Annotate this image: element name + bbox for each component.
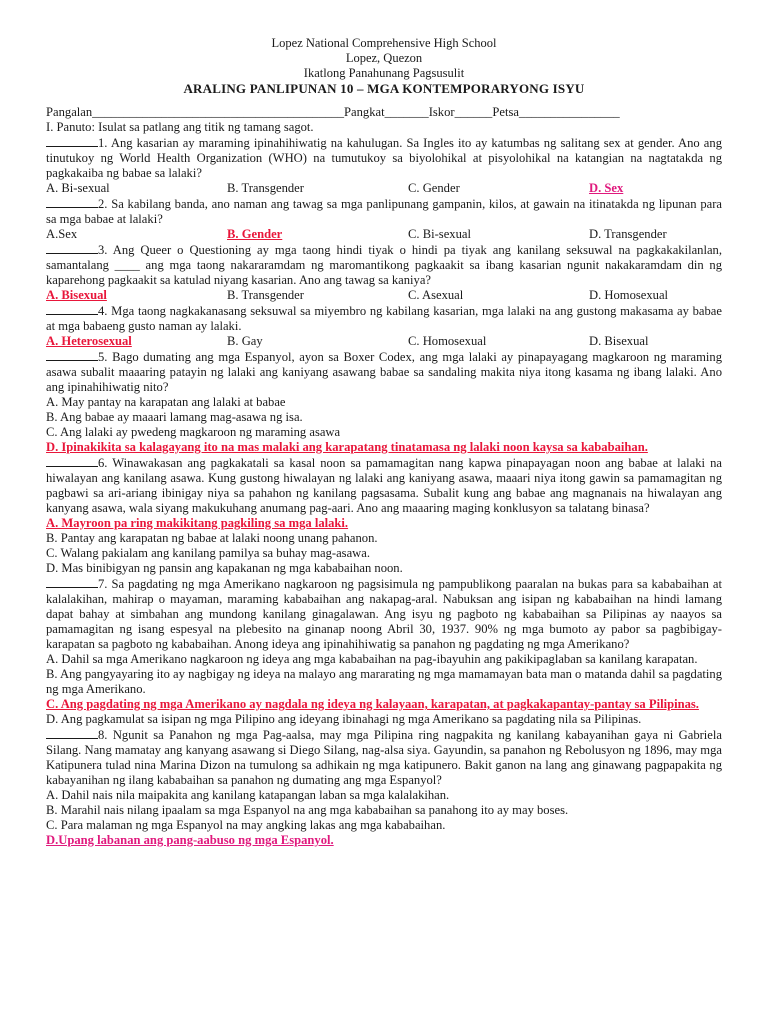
student-info-line: Pangalan________________________________________Pangkat_______Iskor______Petsa________________ [46, 105, 620, 119]
choice-a-answer: A. Heterosexual [46, 334, 132, 348]
question-5 [46, 349, 722, 395]
choice-b: B. Ang pangyayaring ito ay nagbigay ng ideya na malayo ang mararating ng mga mamamayan bata man o matanda dahil sa pagdating ng mga Amerikano. [46, 667, 722, 696]
question-stem: 7. Sa pagdating ng mga Amerikano nagkaroon ng pagsisimula ng pampublikong paaralan na bukas para sa kababaihan at kalalakihan, mahirap o mayaman, maraming kababaihan ang nakapag-aral. Nabuksan ang isipan ng kababaihan na hindi lamang dapat bahay at simbahan ang mundong kanilang ginagalawan. Ang isyu ng pagboto ng kababaihan sa Pilipinas ay naayos sa pamamagitan ng isang espesyal na plebesito na ginanap noong Abril 30, 1937. 90% ng mga bumoto ay pabor sa pagbibigay-karapatan sa pagboto ng kababaihan. Anong ideya ang ipinahihiwatig sa panahon ng pagdating ng mga Amerikano? [46, 577, 722, 651]
choice-a: A.Sex [46, 227, 78, 241]
answer-blank [46, 196, 98, 208]
choice-c: C. Bi-sexual [408, 227, 471, 241]
choice-a: A. Bi-sexual [46, 181, 110, 195]
answer-blank [46, 455, 98, 467]
subject-title: ARALING PANLIPUNAN 10 – MGA KONTEMPORARYONG ISYU [183, 81, 585, 96]
choice-b: B. Transgender [227, 288, 304, 302]
choice-a: A. Dahil nais nila maipakita ang kanilang katapangan laban sa mga kalalakihan. [46, 788, 450, 802]
choice-d: D. Transgender [589, 227, 667, 241]
question-stem: 2. Sa kabilang banda, ano naman ang tawag sa mga panlipunang gampanin, kilos, at gawain na itinatakda ng lipunan para sa mga babae at lalaki? [46, 197, 722, 226]
choice-a: A. May pantay na karapatan ang lalaki at babae [46, 395, 286, 409]
question-7 [46, 576, 722, 652]
choice-d-answer: D. Ipinakikita sa kalagayang ito na mas malaki ang karapatang tinatamasa ng lalaki noon kaysa sa kababaihan. [46, 440, 648, 454]
question-6 [46, 455, 722, 516]
answer-blank [46, 303, 98, 315]
choice-b: B. Ang babae ay maaari lamang mag-asawa ng isa. [46, 410, 303, 424]
choice-c: C. Gender [408, 181, 460, 195]
choice-d: D. Mas binibigyan ng pansin ang kapakanan ng mga kababaihan noon. [46, 561, 403, 575]
choice-c: C. Asexual [408, 288, 464, 302]
choice-b: B. Marahil nais nilang ipaalam sa mga Espanyol na ang mga kababaihan sa panahong ito ay may boses. [46, 803, 569, 817]
choice-b-answer: B. Gender [227, 227, 283, 241]
choice-c: C. Ang lalaki ay pwedeng magkaroon ng maraming asawa [46, 425, 341, 439]
question-2-choices [46, 227, 722, 242]
choice-d: D. Bisexual [589, 334, 649, 348]
question-1-choices [46, 181, 722, 196]
choice-c-answer: C. Ang pagdating ng mga Amerikano ay nagdala ng ideya ng kalayaan, karapatan, at pagkakapantay-pantay sa Pilipinas. [46, 697, 699, 711]
choice-a: A. Dahil sa mga Amerikano nagkaroon ng ideya ang mga kababaihan na pag-ibayuhin ang pakikipaglaban sa kanilang karapatan. [46, 652, 698, 666]
instructions: I. Panuto: Isulat sa patlang ang titik ng tamang sagot. [46, 120, 314, 134]
choice-d-answer: D.Upang labanan ang pang-aabuso ng mga Espanyol. [46, 833, 334, 847]
question-stem: 5. Bago dumating ang mga Espanyol, ayon sa Boxer Codex, ang mga lalaki ay pinapayagang magkaroon ng maraming asawa subalit maaaring patayin ng lalaki ang kaniyang asawang babae sa sandaling makita niya itong kasama ng ibang lalaki. Ano ang ipinahihiwatig nito? [46, 350, 722, 394]
question-8 [46, 727, 722, 788]
question-2 [46, 196, 722, 227]
choice-c: C. Homosexual [408, 334, 487, 348]
answer-blank [46, 135, 98, 147]
choice-b: B. Gay [227, 334, 263, 348]
choice-a-answer: A. Bisexual [46, 288, 107, 302]
choice-d: D. Ang pagkamulat sa isipan ng mga Pilipino ang ideyang ibinahagi ng mga Amerikano sa pagdating nila sa Pilipinas. [46, 712, 642, 726]
school-location: Lopez, Quezon [345, 51, 423, 65]
choice-d: D. Homosexual [589, 288, 669, 302]
question-4-choices [46, 334, 722, 349]
choice-d-answer: D. Sex [589, 181, 624, 195]
choice-b: B. Pantay ang karapatan ng babae at lalaki noong unang pahanon. [46, 531, 378, 545]
question-4 [46, 303, 722, 334]
school-name: Lopez National Comprehensive High School [271, 36, 497, 50]
question-stem: 8. Ngunit sa Panahon ng mga Pag-aalsa, may mga Pilipina ring nagpakita ng kanilang kabayanihan gaya ni Gabriela Silang. Nang mamatay ang kanyang asawang si Diego Silang, nag-alsa siya. Gayundin, sa panahon ng Rebolusyon ng 1896, may mga Katipunera tulad nina Marina Dizon na tumulong sa adhikain ng mga katipunero. Bakit ganon na lang ang ginawang pagpapakita ng kabayanihan ng ilang kababaihan sa panahon ng dumating ang mga Espanyol? [46, 728, 722, 787]
choice-c: C. Para malaman ng mga Espanyol na may angking lakas ang mga kababaihan. [46, 818, 446, 832]
question-stem: 4. Mga taong nagkakanasang seksuwal sa miyembro ng kabilang kasarian, mga lalaki na ang gustong makasama ay babae at mga babaeng gusto naman ay lalaki. [46, 304, 722, 333]
choice-c: C. Walang pakialam ang kanilang pamilya sa buhay mag-asawa. [46, 546, 370, 560]
answer-blank [46, 349, 98, 361]
question-stem: 1. Ang kasarian ay maraming ipinahihiwatig na kahulugan. Sa Ingles ito ay katumbas ng salitang sex at gender. Ano ang tinutukoy ng World Health Organization (WHO) na tumutukoy sa biyolohikal at pisyolohikal na katangian na nagtatakda ng pagkakaiba ng babae sa lalaki? [46, 136, 722, 180]
answer-blank [46, 576, 98, 588]
choice-a-answer: A. Mayroon pa ring makikitang pagkiling sa mga lalaki. [46, 516, 349, 530]
choice-b: B. Transgender [227, 181, 304, 195]
answer-blank [46, 242, 98, 254]
question-1 [46, 135, 722, 181]
answer-blank [46, 727, 98, 739]
question-stem: 6. Winawakasan ang pagkakatali sa kasal noon sa pamamagitan nang kapwa pinapayagan noon ang babae at lalaki na hiwalayan ang kanilang asawa. Kung gustong hiwalayan ng lalaki ang kaniyang asawa, maaari niya itong gawin sa pamamagitan ng pagbawi sa ari-ariang ibinigay niya sa pahahon ng kanilang pagsasama. Subalit kung ang babae ang magnanais na hiwalayan ang kanyang asawa, wala siyang makukuhang anumang pag-aari. Ano ang maaaring maging konklusyon sa talatang binasa? [46, 456, 722, 515]
exam-title: Ikatlong Panahunang Pagsusulit [303, 66, 465, 80]
question-3 [46, 242, 722, 288]
question-3-choices [46, 288, 722, 303]
question-stem: 3. Ang Queer o Questioning ay mga taong hindi tiyak o hindi pa tiyak ang kanilang seksuwal na pagkakakilanlan, samantalang ____ ang mga taong nakararamdam ng maromantikong pagkaakit sa ibang kasarian ngunit nakakaramdam din ng kaparehong pagkaakit sa katulad niyang kasarian. Ano ang tawag sa kaniya? [46, 243, 722, 287]
